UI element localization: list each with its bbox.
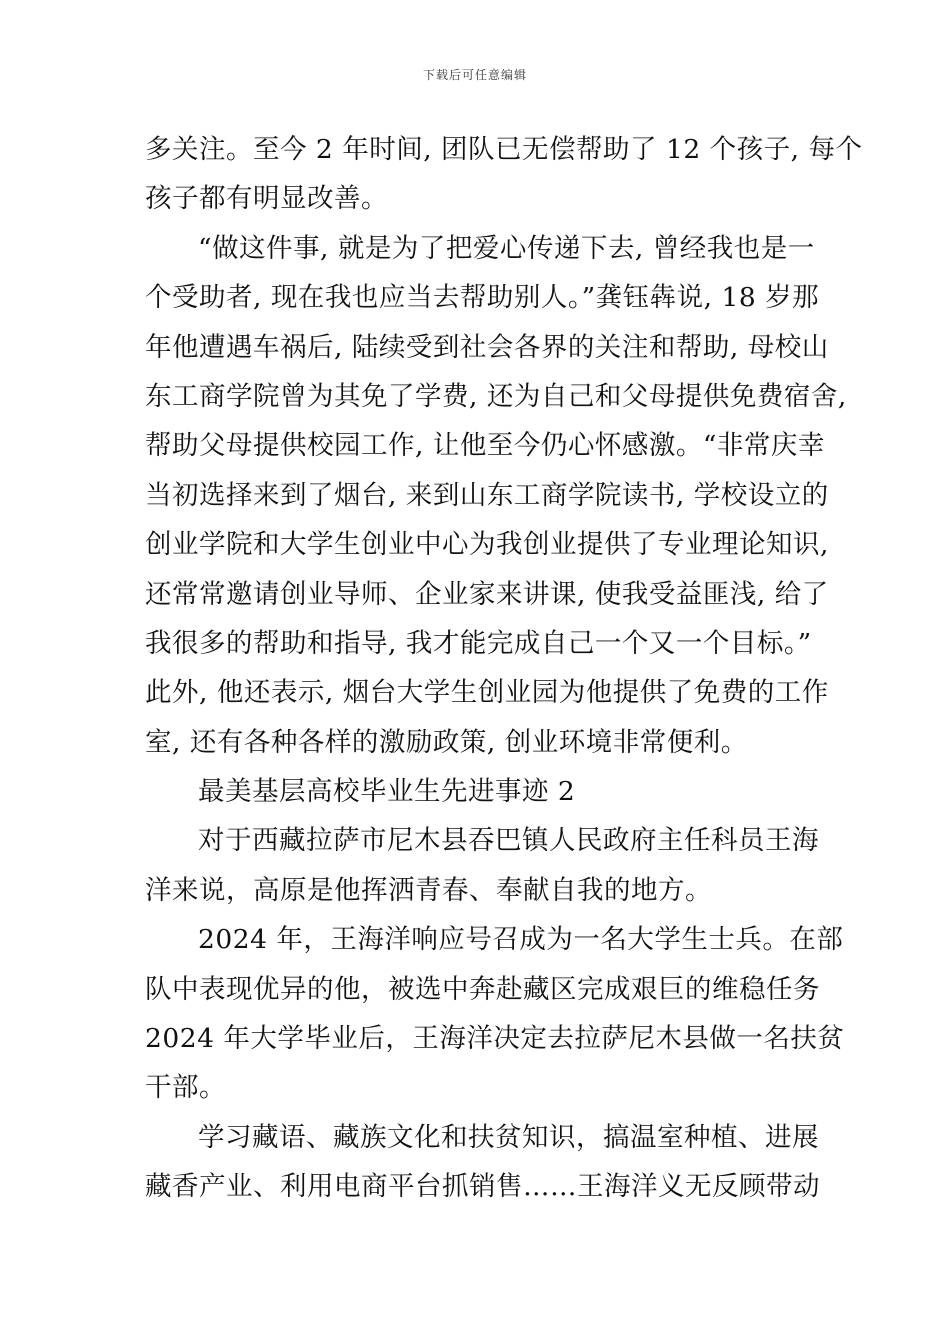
text-line: 室, 还有各种各样的激励政策, 创业环境非常便利。 (145, 726, 748, 758)
text-line: 队中表现优异的他，被选中奔赴藏区完成艰巨的维稳任务 (145, 973, 820, 1005)
text-line: 最美基层高校毕业生先进事迹 2 (198, 776, 576, 808)
text-line: 还常常邀请创业导师、企业家来讲课, 使我受益匪浅, 给了 (145, 578, 829, 610)
text-line: 个受助者, 现在我也应当去帮助别人。”龚钰犇说, 18 岁那 (145, 282, 820, 314)
text-line: 多关注。至今 2 年时间, 团队已无偿帮助了 12 个孩子, 每个 (145, 134, 863, 165)
text-line: 年他遭遇车祸后, 陆续受到社会各界的关注和帮助, 母校山 (145, 331, 829, 363)
text-line: 学习藏语、藏族文化和扶贫知识，搞温室种植、进展 (198, 1121, 819, 1153)
text-line: 帮助父母提供校园工作, 让他至今仍心怀感激。“非常庆幸 (145, 430, 825, 462)
text-line: 创业学院和大学生创业中心为我创业提供了专业理论知识, (145, 529, 829, 561)
text-line: 干部。 (145, 1072, 226, 1104)
text-line: 此外, 他还表示, 烟台大学生创业园为他提供了免费的工作 (145, 677, 829, 709)
text-line: 当初选择来到了烟台, 来到山东工商学院读书, 学校设立的 (145, 479, 829, 511)
document-body (145, 128, 863, 1215)
text-line: 我很多的帮助和指导, 我才能完成自己一个又一个目标。” (145, 627, 812, 659)
text-line: 藏香产业、利用电商平台抓销售……王海洋义无反顾带动 (145, 1171, 820, 1203)
text-line: 孩子都有明显改善。 (145, 183, 388, 215)
text-line: “做这件事, 就是为了把爱心传递下去, 曾经我也是一 (198, 232, 815, 264)
page-header: 下载后可任意编辑 (422, 68, 527, 82)
text-line: 东工商学院曾为其免了学费, 还为自己和父母提供免费宿舍, (145, 380, 847, 412)
text-line: 2024 年大学毕业后，王海洋决定去拉萨尼木县做一名扶贫 (145, 1023, 845, 1055)
text-line: 洋来说，高原是他挥洒青春、奉献自我的地方。 (145, 874, 712, 906)
text-line: 2024 年，王海洋响应号召成为一名大学生士兵。在部 (198, 924, 844, 956)
text-line: 对于西藏拉萨市尼木县吞巴镇人民政府主任科员王海 (198, 825, 819, 857)
